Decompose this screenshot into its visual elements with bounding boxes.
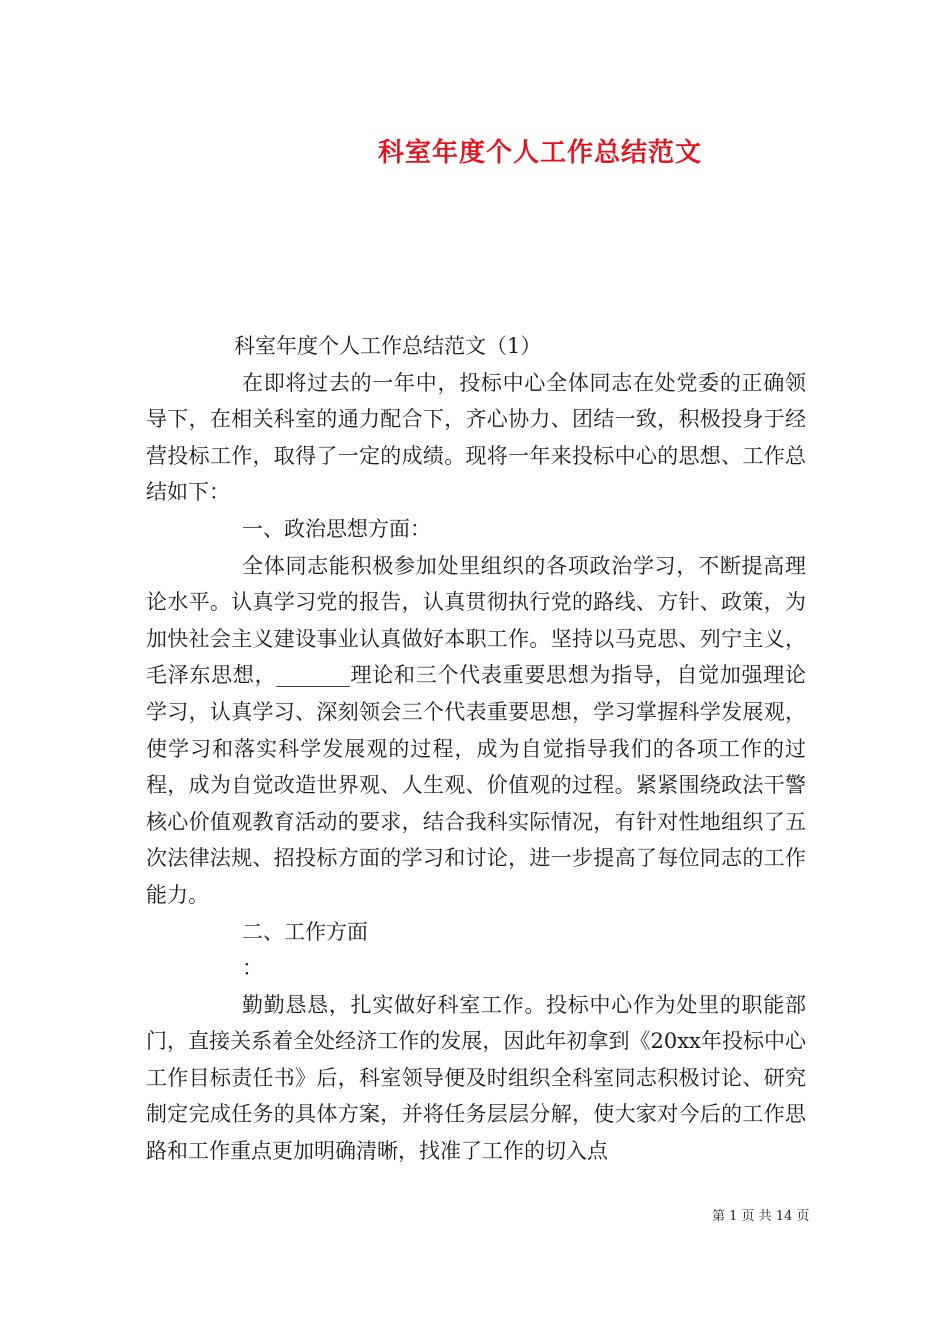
document-title: 科室年度个人工作总结范文 [377,138,702,168]
section-heading-colon: ： [242,956,263,981]
section-heading-work: 二、工作方面 [242,919,368,944]
document-body [146,328,806,1170]
intro-paragraph: 在即将过去的一年中，投标中心全体同志在处党委的正确领导下，在相关科室的通力配合下，齐心协力、团结一致，积极投身于经营投标工作，取得了一定的成绩。现将一年来投标中心的思想、工作总结如下： [146,370,806,505]
section-heading-politics: 一、政治思想方面： [242,516,431,541]
section-subtitle: 科室年度个人工作总结范文（1） [234,334,542,358]
page-number-footer: 第 1 页 共 14 页 [712,1209,810,1224]
politics-paragraph: 全体同志能积极参加处里组织的各项政治学习，不断提高理论水平。认真学习党的报告，认真贯彻执行党的路线、方针、政策，为加快社会主义建设事业认真做好本职工作。坚持以马克思、列宁主义，毛泽东思想，_______理论和三个代表重要思想为指导，自觉加强理论学习，认真学习、深刻领会三个代表重要思想，学习掌握科学发展观，使学习和落实科学发展观的过程，成为自觉指导我们的各项工作的过程，成为自觉改造世界观、人生观、价值观的过程。紧紧围绕政法干警核心价值观教育活动的要求，结合我科实际情况，有针对性地组织了五次法律法规、招投标方面的学习和讨论，进一步提高了每位同志的工作能力。 [146,553,806,907]
work-paragraph: 勤勤恳恳，扎实做好科室工作。投标中心作为处里的职能部门，直接关系着全处经济工作的发展，因此年初拿到《20xx年投标中心工作目标责任书》后，科室领导便及时组织全科室同志积极讨论、研究制定完成任务的具体方案，并将任务层层分解，使大家对今后的工作思路和工作重点更加明确清晰，找准了工作的切入点 [146,992,806,1164]
